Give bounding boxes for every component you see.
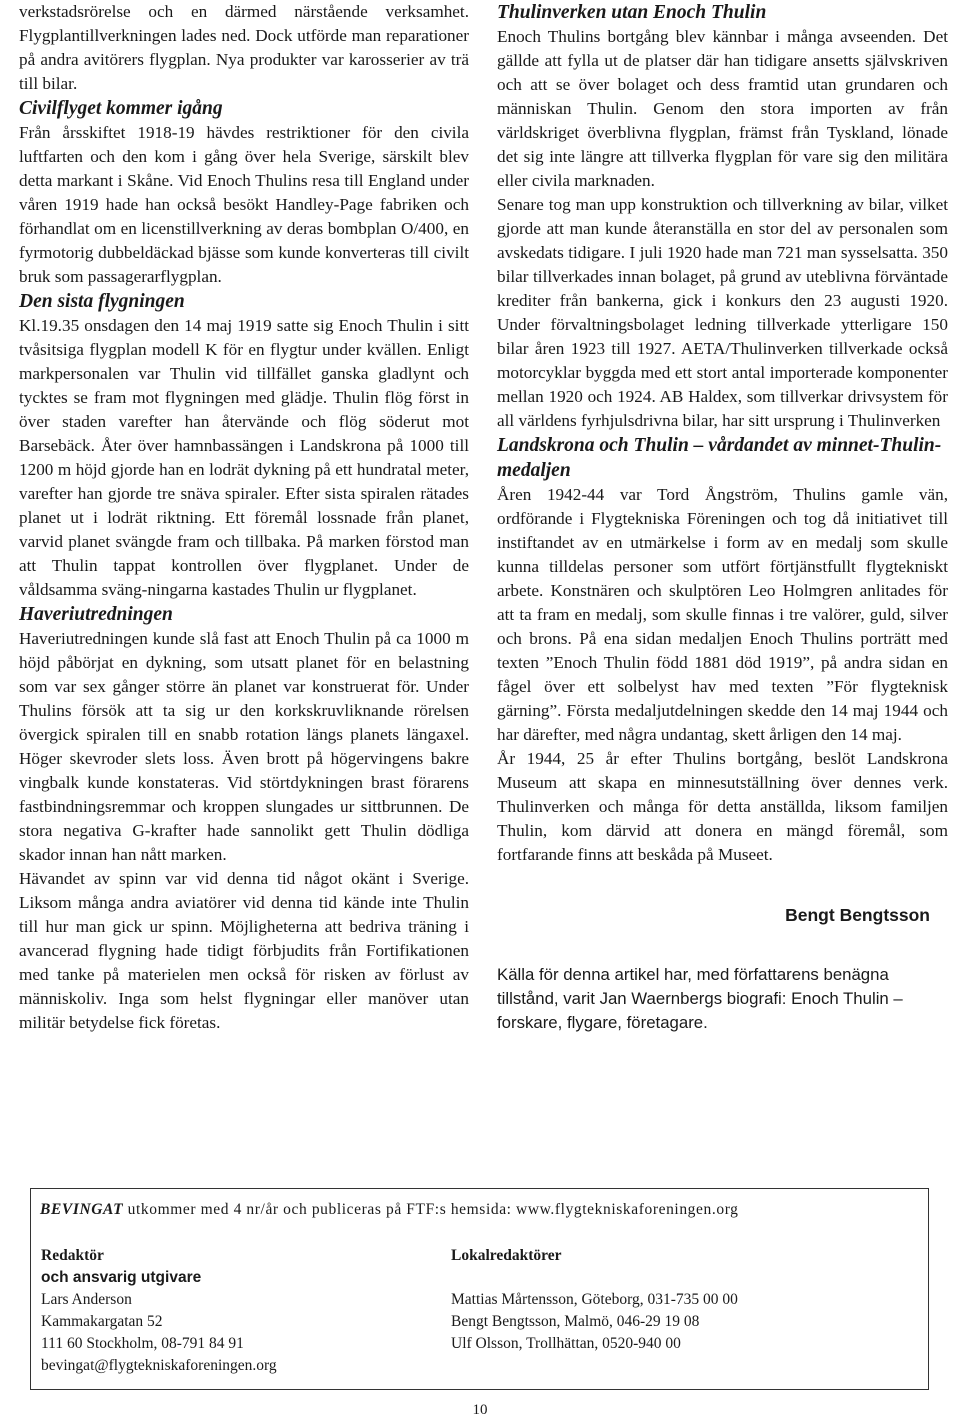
paragraph-sista-flygningen: Kl.19.35 onsdagen den 14 maj 1919 satte sig Enoch Thulin i sitt tvåsitsiga flygplan modell K för en flygtur under kvällen. Enligt markpersonalen var Thulin vid tillfället ganska gladlynt och tycktes se fram mot flygningen med glädje. Thulin flög först in över staden varefter han återvände och flög söderut mot Barsebäck. Åter över hamnbassängen i Landskrona på 1000 till 1200 m höjd gjorde han en lodrät dykning på ett hundratal meter, varefter han gjorde tre snäva spiraler. Efter sista spiralen rätades planet ut i lodrät riktning. Ett föremål lossnade från planet, varvid planet svängde fram och tillbaka. På marken förstod man att Thulin tappat kontrollen över flygplanet. Under de våldsamma sväng-ningarna kastades Thulin ur flygplanet.	[19, 316, 469, 599]
local-editors-block	[451, 1245, 738, 1355]
publication-text: utkommer med 4 nr/år och publiceras på FTF:s hemsida: www.flygtekniskaforeningen.org	[123, 1201, 739, 1218]
page-number: 10	[472, 1402, 488, 1418]
editor-name: Lars Anderson	[41, 1291, 132, 1308]
publication-line	[40, 1201, 739, 1219]
paragraph-medaljen-1: Åren 1942-44 var Tord Ångström, Thulins gamle vän, ordförande i Flygtekniska Föreningen och tog då initiativet till instiftandet av en utmärkelse i form av en medalj som skulle kunna tilldelas personer som utfört förtjänstfullt flygtekniskt arbete. Konstnären och skulptören Leo Holmgren anlitades för att ta fram en medalj, som skulle finnas i tre valörer, guld, silver och brons. På ena sidan medaljen Enoch Thulins porträtt med texten ”Enoch Thulin född 1881 död 1919”, på andra sidan en fågel över ett solbelyst hav med texten ”För flygteknisk gärning”. Första medaljutdelningen skedde den 14 maj 1944 och har därefter, med några undantag, skett årligen den 14 maj.	[497, 485, 948, 744]
right-column	[497, 0, 948, 1035]
heading-thulin-medaljen: Landskrona och Thulin – vårdandet av minnet-Thulin-medaljen	[497, 435, 942, 481]
author-signature: Bengt Bengtsson	[785, 905, 930, 925]
editor-email: bevingat@flygtekniskaforeningen.org	[41, 1357, 277, 1374]
editor-street: Kammakargatan 52	[41, 1313, 163, 1330]
paragraph-thulinverken-2: Senare tog man upp konstruktion och tillverkning av bilar, vilket gjorde att man kunde återanställa en stor del av personalen som avskedats tidigare. I juli 1920 hade man 721 man sysselsatta. 350 bilar tillverkades innan bolaget, på grund av uteblivna förväntade krediter från bankerna, gick i konkurs den 23 augusti 1920. Under förvaltningsbolaget ledning tillverkade ytterligare 150 bilar åren 1923 till 1927. AETA/Thulinverken tillverkade också motorcyklar byggda med ett stort antal importerade komponenter mellan 1920 och 1924. AB Haldex, som tillverkar drivsystem för all världens fyrhjulsdrivna bilar, har sitt ursprung i Thulinverken	[497, 195, 948, 430]
spacer	[451, 1267, 738, 1289]
intro-paragraph: verkstadsrörelse och en därmed närstående verksamhet. Flygplantillverkningen lades ned. Dock utförde man reparationer på andra avitörers flygplan. Nya produkter var karosserier av trä till bilar.	[19, 2, 469, 93]
local-editors-heading: Lokalredaktörer	[451, 1247, 562, 1264]
editor-subheading: och ansvarig utgivare	[41, 1269, 202, 1286]
heading-haveriutredningen: Haveriutredningen	[19, 604, 173, 625]
editor-block	[41, 1245, 277, 1377]
paragraph-medaljen-2: År 1944, 25 år efter Thulins bortgång, beslöt Landskrona Museum att skapa en minnesutställning över dennes verk. Thulinverken och många för detta anställda, liksom familjen Thulin, kom därvid att donera en mängd föremål, som fortfarande finns att beskåda på Museet.	[497, 749, 948, 864]
heading-civilflyget: Civilflyget kommer igång	[19, 98, 223, 119]
left-column	[19, 0, 469, 1035]
paragraph-thulinverken-1: Enoch Thulins bortgång blev kännbar i många avseenden. Det gällde att fylla ut de platser där han tidigare ansetts självskriven och att se över bolaget och dess framtid utan grundaren och människan Thulin. Genom den stora importen av från världskriget överblivna flygplan, främst från Tyskland, lönade det sig inte längre att tillverka flygplan för vare sig den militära eller civila marknaden.	[497, 27, 948, 190]
local-editor-trollhattan: Ulf Olsson, Trollhättan, 0520-940 00	[451, 1335, 681, 1352]
heading-thulinverken: Thulinverken utan Enoch Thulin	[497, 2, 767, 23]
editor-heading: Redaktör	[41, 1247, 104, 1264]
colophon-box	[30, 1188, 929, 1390]
local-editor-malmo: Bengt Bengtsson, Malmö, 046-29 19 08	[451, 1313, 700, 1330]
source-note: Källa för denna artikel har, med författarens benägna tillstånd, varit Jan Waernbergs biografi: Enoch Thulin – forskare, flygare, företagare.	[497, 965, 903, 1032]
publication-name: BEVINGAT	[40, 1201, 124, 1218]
editor-city-phone: 111 60 Stockholm, 08-791 84 91	[41, 1335, 244, 1352]
paragraph-haveriutredningen-1: Haveriutredningen kunde slå fast att Enoch Thulin på ca 1000 m höjd påbörjat en dykning, som utsatt planet för en belastning som var sex gånger större än planet var konstruerat för. Under Thulins försök att ta sig ur den korkskruvliknande rörelsen övergick spiralen till en snabb rotation längs planets längaxel. Höger skevroder slets loss. Även brott på högervingens bakre vingbalk kunde konstateras. Vid störtdykningen brast förarens fastbindningsremmar och kroppen slungades ur sittbrunnen. De stora negativa G-krafter hade sannolikt gett Thulin dödliga skador innan han nått marken.	[19, 629, 469, 864]
local-editor-goteborg: Mattias Mårtensson, Göteborg, 031-735 00 00	[451, 1291, 738, 1308]
paragraph-haveriutredningen-2: Hävandet av spinn var vid denna tid något okänt i Sverige. Liksom många andra aviatörer vid denna tid kände inte Thulin till hur man gick ur spinn. Möjligheterna att bedriva träning i avancerad flygning hade tidigt förbjudits från Fortifikationen med tanke på materielen men också för risken av förlust av människoliv. Inga som helst flygningar eller manöver utan militär betydelse fick företas.	[19, 869, 469, 1032]
heading-sista-flygningen: Den sista flygningen	[19, 291, 185, 312]
paragraph-civilflyget: Från årsskiftet 1918-19 hävdes restriktioner för den civila luftfarten och den kom i gång över hela Sverige, särskilt blev detta markant i Skåne. Vid Enoch Thulins resa till England under våren 1919 hade han också besökt Handley-Page fabriken och förhandlat om en licenstillverkning av deras bombplan O/400, en fyrmotorig dubbeldäckad bjässe som kunde konverteras till civilt bruk som passagerarflygplan.	[19, 123, 469, 286]
